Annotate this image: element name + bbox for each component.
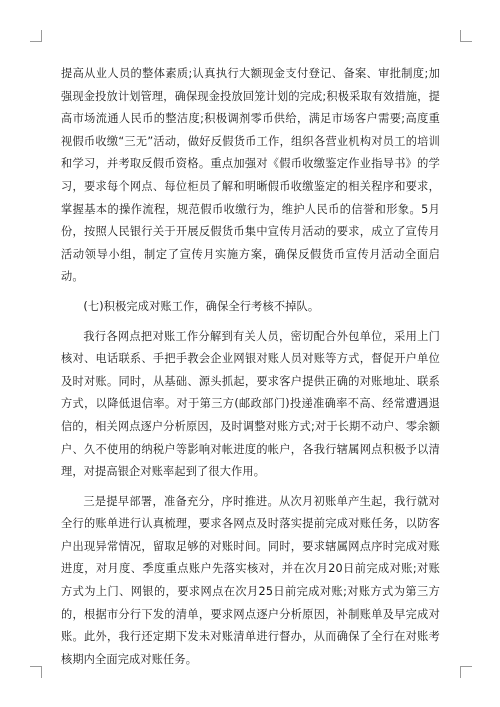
crop-mark-top-right xyxy=(460,30,472,42)
document-body xyxy=(61,63,440,671)
paragraph-currency-management: 提高从业人员的整体素质;认真执行大额现金支付登记、备案、审批制度;加强现金投放计划管理，确保现金投放回笼计划的完成;积极采取有效措施，提高市场流通人民币的整洁度;积极调剂零币供给，满足市场客户需要;高度重视假币收缴“三无”活动，做好反假货币工作，组织各营业机构对员工的培训和学习，并考取反假币资格。重点加强对《假币收缴鉴定作业指导书》的学习，要求每个网点、每位柜员了解和明晰假币收缴鉴定的相关程序和要求，掌握基本的操作流程，规范假币收缴行为，维护人民币的信誉和形象。5月份，按照人民银行关于开展反假货币集中宣传月活动的要求，成立了宣传月活动领导小组，制定了宣传月实施方案，确保反假货币宣传月活动全面启动。 xyxy=(61,67,440,284)
crop-mark-bottom-right xyxy=(460,666,472,678)
crop-mark-top-left xyxy=(30,30,42,42)
paragraph-reconciliation-measures: 我行各网点把对账工作分解到有关人员，密切配合外包单位，采用上门核对、电话联系、手把手教会企业网银对账人员对账等方式，督促开户单位及时对账。同时，从基础、源头抓起，要求客户提供正确的对账地址、联系方式，以降低退信率。对于第三方(邮政部门)投递准确率不高、经常遭遇退信的，相关网点逐户分析原因，及时调整对账方式;对于长期不动户、零余额户、久不使用的纳税户等影响对帐进度的帐户，各我行辖属网点积极予以清理，对提高银企对账率起到了很大作用。 xyxy=(61,329,440,479)
section-heading-reconciliation: (七)积极完成对账工作，确保全行考核不掉队。 xyxy=(83,299,320,313)
crop-mark-bottom-left xyxy=(30,666,42,678)
paragraph-early-deployment: 三是提早部署，准备充分，序时推进。从次月初账单产生起，我行就对全行的账单进行认真梳理，要求各网点及时落实提前完成对账任务，以防客户出现异常情况，留取足够的对账时间。同时，要求辖属网点序时完成对账进度，对月度、季度重点账户先落实核对，并在次月20日前完成对账;对账方式为上门、网银的，要求网点在次月25日前完成对账;对账方式为第三方的，根据市分行下发的清单，要求网点逐户分析原因，补制账单及早完成对账。此外，我行还定期下发未对账清单进行督办，从而确保了全行在对账考核期内全面完成对账任务。 xyxy=(61,494,440,666)
